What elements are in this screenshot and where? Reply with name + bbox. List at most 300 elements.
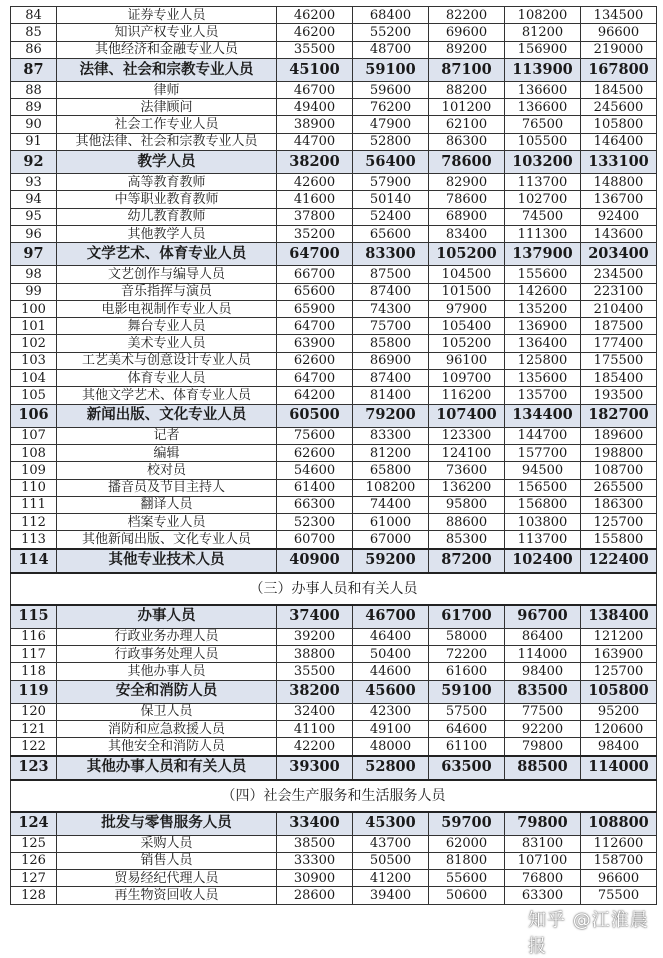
row-number-cell: 120 [11, 703, 57, 720]
table-row [11, 335, 657, 352]
salary-value-cell: 63500 [429, 756, 505, 780]
occupation-name-cell: 知识产权专业人员 [57, 24, 277, 41]
salary-value-cell: 109700 [429, 370, 505, 387]
salary-value-cell: 62100 [429, 116, 505, 133]
occupation-name-cell: 批发与零售服务人员 [57, 812, 277, 836]
salary-value-cell: 108200 [505, 7, 581, 24]
salary-value-cell: 157700 [505, 444, 581, 461]
table-row [11, 720, 657, 737]
salary-value-cell: 182700 [581, 404, 657, 427]
occupation-name-cell: 其他专业技术人员 [57, 549, 277, 573]
salary-value-cell: 81200 [505, 24, 581, 41]
salary-value-cell: 113900 [505, 58, 581, 81]
row-number-cell: 114 [11, 549, 57, 573]
occupation-name-cell: 其他办事人员和有关人员 [57, 756, 277, 780]
occupation-name-cell: 采购人员 [57, 835, 277, 852]
salary-value-cell: 105800 [581, 680, 657, 703]
salary-value-cell: 94500 [505, 462, 581, 479]
salary-value-cell: 234500 [581, 266, 657, 283]
salary-value-cell: 88500 [505, 756, 581, 780]
salary-table-body [11, 7, 657, 905]
row-number-cell: 119 [11, 680, 57, 703]
salary-value-cell: 44700 [277, 133, 353, 150]
occupation-name-cell: 幼儿教育教师 [57, 208, 277, 225]
row-number-cell: 91 [11, 133, 57, 150]
salary-value-cell: 105800 [581, 116, 657, 133]
table-row [11, 99, 657, 116]
salary-value-cell: 35200 [277, 225, 353, 242]
occupation-name-cell: 新闻出版、文化专业人员 [57, 404, 277, 427]
salary-value-cell: 69600 [429, 24, 505, 41]
salary-value-cell: 136400 [505, 335, 581, 352]
row-number-cell: 109 [11, 462, 57, 479]
salary-value-cell: 33400 [277, 812, 353, 836]
salary-value-cell: 103200 [505, 151, 581, 174]
row-number-cell: 90 [11, 116, 57, 133]
table-row [11, 427, 657, 444]
table-row [11, 225, 657, 242]
salary-value-cell: 146400 [581, 133, 657, 150]
salary-value-cell: 60700 [277, 531, 353, 549]
salary-value-cell: 46400 [353, 628, 429, 645]
salary-value-cell: 82900 [429, 174, 505, 191]
salary-value-cell: 105500 [505, 133, 581, 150]
salary-value-cell: 50140 [353, 191, 429, 208]
salary-value-cell: 105200 [429, 243, 505, 266]
salary-value-cell: 82200 [429, 7, 505, 24]
table-row [11, 887, 657, 904]
occupation-name-cell: 行政事务处理人员 [57, 646, 277, 663]
salary-value-cell: 89200 [429, 41, 505, 58]
salary-value-cell: 87400 [353, 283, 429, 300]
salary-value-cell: 210400 [581, 300, 657, 317]
occupation-name-cell: 安全和消防人员 [57, 680, 277, 703]
salary-value-cell: 108700 [581, 462, 657, 479]
row-number-cell: 112 [11, 514, 57, 531]
category-row [11, 680, 657, 703]
occupation-name-cell: 其他经济和金融专业人员 [57, 41, 277, 58]
salary-value-cell: 59600 [353, 81, 429, 98]
salary-value-cell: 113700 [505, 174, 581, 191]
salary-value-cell: 79800 [505, 812, 581, 836]
salary-value-cell: 38200 [277, 680, 353, 703]
row-number-cell: 95 [11, 208, 57, 225]
occupation-name-cell: 律师 [57, 81, 277, 98]
table-row [11, 531, 657, 549]
row-number-cell: 113 [11, 531, 57, 549]
occupation-name-cell: 贸易经纪代理人员 [57, 870, 277, 887]
row-number-cell: 102 [11, 335, 57, 352]
occupation-name-cell: 办事人员 [57, 605, 277, 629]
salary-value-cell: 92200 [505, 720, 581, 737]
salary-value-cell: 203400 [581, 243, 657, 266]
salary-value-cell: 63900 [277, 335, 353, 352]
salary-value-cell: 97900 [429, 300, 505, 317]
salary-value-cell: 42300 [353, 703, 429, 720]
category-row [11, 151, 657, 174]
salary-value-cell: 125700 [581, 514, 657, 531]
category-row [11, 243, 657, 266]
row-number-cell: 122 [11, 738, 57, 756]
salary-value-cell: 72200 [429, 646, 505, 663]
salary-value-cell: 65600 [277, 283, 353, 300]
row-number-cell: 103 [11, 352, 57, 369]
salary-value-cell: 76200 [353, 99, 429, 116]
table-row [11, 387, 657, 404]
salary-value-cell: 114000 [581, 756, 657, 780]
table-row [11, 462, 657, 479]
salary-value-cell: 30900 [277, 870, 353, 887]
occupation-name-cell: 保卫人员 [57, 703, 277, 720]
row-number-cell: 126 [11, 852, 57, 869]
salary-value-cell: 47900 [353, 116, 429, 133]
row-number-cell: 104 [11, 370, 57, 387]
salary-value-cell: 45600 [353, 680, 429, 703]
salary-value-cell: 33300 [277, 852, 353, 869]
occupation-name-cell: 档案专业人员 [57, 514, 277, 531]
salary-value-cell: 83500 [505, 680, 581, 703]
occupation-name-cell: 体育专业人员 [57, 370, 277, 387]
salary-value-cell: 135600 [505, 370, 581, 387]
row-number-cell: 118 [11, 663, 57, 680]
salary-value-cell: 88600 [429, 514, 505, 531]
occupation-name-cell: 记者 [57, 427, 277, 444]
salary-value-cell: 223100 [581, 283, 657, 300]
occupation-name-cell: 社会工作专业人员 [57, 116, 277, 133]
occupation-name-cell: 翻译人员 [57, 496, 277, 513]
table-row [11, 24, 657, 41]
salary-value-cell: 57900 [353, 174, 429, 191]
salary-value-cell: 28600 [277, 887, 353, 904]
salary-value-cell: 136200 [429, 479, 505, 496]
salary-value-cell: 148800 [581, 174, 657, 191]
table-row [11, 703, 657, 720]
occupation-name-cell: 编辑 [57, 444, 277, 461]
salary-value-cell: 98400 [581, 738, 657, 756]
table-row [11, 738, 657, 756]
section-header-row [11, 780, 657, 812]
salary-value-cell: 136600 [505, 81, 581, 98]
table-row [11, 835, 657, 852]
salary-value-cell: 121200 [581, 628, 657, 645]
salary-value-cell: 98400 [505, 663, 581, 680]
salary-value-cell: 74300 [353, 300, 429, 317]
salary-value-cell: 107100 [505, 852, 581, 869]
salary-value-cell: 58000 [429, 628, 505, 645]
salary-value-cell: 48700 [353, 41, 429, 58]
salary-value-cell: 104500 [429, 266, 505, 283]
salary-value-cell: 102400 [505, 549, 581, 573]
salary-value-cell: 95800 [429, 496, 505, 513]
row-number-cell: 108 [11, 444, 57, 461]
salary-value-cell: 81800 [429, 852, 505, 869]
salary-value-cell: 86400 [505, 628, 581, 645]
salary-value-cell: 61400 [277, 479, 353, 496]
salary-value-cell: 38200 [277, 151, 353, 174]
salary-value-cell: 125700 [581, 663, 657, 680]
salary-table [10, 6, 657, 905]
table-row [11, 479, 657, 496]
row-number-cell: 84 [11, 7, 57, 24]
row-number-cell: 86 [11, 41, 57, 58]
salary-value-cell: 108200 [353, 479, 429, 496]
table-row [11, 81, 657, 98]
salary-value-cell: 52800 [353, 756, 429, 780]
salary-value-cell: 68400 [353, 7, 429, 24]
salary-value-cell: 39400 [353, 887, 429, 904]
occupation-name-cell: 行政业务办理人员 [57, 628, 277, 645]
salary-value-cell: 38800 [277, 646, 353, 663]
salary-value-cell: 39300 [277, 756, 353, 780]
salary-value-cell: 143600 [581, 225, 657, 242]
salary-value-cell: 35500 [277, 663, 353, 680]
occupation-name-cell: 中等职业教育教师 [57, 191, 277, 208]
salary-value-cell: 74400 [353, 496, 429, 513]
salary-value-cell: 87100 [429, 58, 505, 81]
occupation-name-cell: 其他办事人员 [57, 663, 277, 680]
table-row [11, 444, 657, 461]
salary-value-cell: 68900 [429, 208, 505, 225]
table-row [11, 191, 657, 208]
row-number-cell: 121 [11, 720, 57, 737]
row-number-cell: 125 [11, 835, 57, 852]
occupation-name-cell: 证券专业人员 [57, 7, 277, 24]
occupation-name-cell: 音乐指挥与演员 [57, 283, 277, 300]
row-number-cell: 110 [11, 479, 57, 496]
row-number-cell: 99 [11, 283, 57, 300]
salary-value-cell: 87200 [429, 549, 505, 573]
salary-value-cell: 103800 [505, 514, 581, 531]
table-row [11, 283, 657, 300]
salary-value-cell: 136900 [505, 318, 581, 335]
table-row [11, 266, 657, 283]
category-row [11, 404, 657, 427]
salary-value-cell: 83300 [353, 243, 429, 266]
salary-value-cell: 76800 [505, 870, 581, 887]
occupation-name-cell: 文学艺术、体育专业人员 [57, 243, 277, 266]
salary-value-cell: 45300 [353, 812, 429, 836]
salary-value-cell: 112600 [581, 835, 657, 852]
salary-value-cell: 62000 [429, 835, 505, 852]
salary-value-cell: 41200 [353, 870, 429, 887]
row-number-cell: 107 [11, 427, 57, 444]
salary-value-cell: 52300 [277, 514, 353, 531]
salary-value-cell: 134500 [581, 7, 657, 24]
salary-value-cell: 64200 [277, 387, 353, 404]
salary-value-cell: 75700 [353, 318, 429, 335]
salary-value-cell: 114000 [505, 646, 581, 663]
salary-value-cell: 62600 [277, 352, 353, 369]
occupation-name-cell: 舞台专业人员 [57, 318, 277, 335]
salary-value-cell: 134400 [505, 404, 581, 427]
salary-value-cell: 65600 [353, 225, 429, 242]
salary-value-cell: 135700 [505, 387, 581, 404]
salary-value-cell: 175500 [581, 352, 657, 369]
table-row [11, 116, 657, 133]
salary-value-cell: 87500 [353, 266, 429, 283]
salary-value-cell: 81200 [353, 444, 429, 461]
occupation-name-cell: 其他安全和消防人员 [57, 738, 277, 756]
salary-value-cell: 116200 [429, 387, 505, 404]
occupation-name-cell: 消防和应急救援人员 [57, 720, 277, 737]
salary-value-cell: 245600 [581, 99, 657, 116]
occupation-name-cell: 美术专业人员 [57, 335, 277, 352]
salary-value-cell: 96600 [581, 24, 657, 41]
row-number-cell: 89 [11, 99, 57, 116]
salary-value-cell: 187500 [581, 318, 657, 335]
salary-value-cell: 95200 [581, 703, 657, 720]
section-title: （三）办事人员和有关人员 [11, 573, 657, 605]
table-row [11, 174, 657, 191]
salary-value-cell: 66300 [277, 496, 353, 513]
salary-value-cell: 59200 [353, 549, 429, 573]
salary-value-cell: 219000 [581, 41, 657, 58]
occupation-name-cell: 其他法律、社会和宗教专业人员 [57, 133, 277, 150]
salary-value-cell: 123300 [429, 427, 505, 444]
salary-value-cell: 52800 [353, 133, 429, 150]
salary-value-cell: 105400 [429, 318, 505, 335]
row-number-cell: 117 [11, 646, 57, 663]
salary-value-cell: 50400 [353, 646, 429, 663]
row-number-cell: 116 [11, 628, 57, 645]
salary-value-cell: 138400 [581, 605, 657, 629]
salary-value-cell: 61100 [429, 738, 505, 756]
row-number-cell: 111 [11, 496, 57, 513]
row-number-cell: 123 [11, 756, 57, 780]
salary-value-cell: 49400 [277, 99, 353, 116]
salary-value-cell: 49100 [353, 720, 429, 737]
salary-value-cell: 46200 [277, 7, 353, 24]
salary-value-cell: 101500 [429, 283, 505, 300]
salary-value-cell: 42600 [277, 174, 353, 191]
salary-value-cell: 186300 [581, 496, 657, 513]
salary-value-cell: 156900 [505, 41, 581, 58]
salary-value-cell: 56400 [353, 151, 429, 174]
salary-value-cell: 189600 [581, 427, 657, 444]
table-row [11, 852, 657, 869]
salary-value-cell: 125800 [505, 352, 581, 369]
salary-value-cell: 37400 [277, 605, 353, 629]
salary-value-cell: 163900 [581, 646, 657, 663]
salary-value-cell: 57500 [429, 703, 505, 720]
salary-value-cell: 133100 [581, 151, 657, 174]
salary-value-cell: 142600 [505, 283, 581, 300]
salary-value-cell: 158700 [581, 852, 657, 869]
occupation-name-cell: 文艺创作与编导人员 [57, 266, 277, 283]
salary-value-cell: 137900 [505, 243, 581, 266]
salary-value-cell: 185400 [581, 370, 657, 387]
table-row [11, 133, 657, 150]
occupation-name-cell: 其他教学人员 [57, 225, 277, 242]
salary-value-cell: 37800 [277, 208, 353, 225]
salary-value-cell: 44600 [353, 663, 429, 680]
salary-value-cell: 42200 [277, 738, 353, 756]
row-number-cell: 87 [11, 58, 57, 81]
table-row [11, 663, 657, 680]
salary-value-cell: 66700 [277, 266, 353, 283]
occupation-name-cell: 高等教育教师 [57, 174, 277, 191]
salary-value-cell: 79800 [505, 738, 581, 756]
salary-value-cell: 35500 [277, 41, 353, 58]
salary-value-cell: 48000 [353, 738, 429, 756]
table-row [11, 646, 657, 663]
section-header-row [11, 573, 657, 605]
salary-value-cell: 101200 [429, 99, 505, 116]
salary-value-cell: 79200 [353, 404, 429, 427]
table-row [11, 870, 657, 887]
salary-value-cell: 85300 [429, 531, 505, 549]
salary-value-cell: 87400 [353, 370, 429, 387]
salary-value-cell: 41600 [277, 191, 353, 208]
salary-value-cell: 65900 [277, 300, 353, 317]
salary-value-cell: 83300 [353, 427, 429, 444]
salary-value-cell: 46200 [277, 24, 353, 41]
table-row [11, 318, 657, 335]
salary-value-cell: 105200 [429, 335, 505, 352]
occupation-name-cell: 再生物资回收人员 [57, 887, 277, 904]
salary-value-cell: 86300 [429, 133, 505, 150]
salary-value-cell: 55600 [429, 870, 505, 887]
salary-value-cell: 156500 [505, 479, 581, 496]
salary-value-cell: 124100 [429, 444, 505, 461]
salary-value-cell: 73600 [429, 462, 505, 479]
salary-value-cell: 96100 [429, 352, 505, 369]
salary-value-cell: 46700 [277, 81, 353, 98]
salary-value-cell: 75500 [581, 887, 657, 904]
salary-value-cell: 265500 [581, 479, 657, 496]
occupation-name-cell: 其他新闻出版、文化专业人员 [57, 531, 277, 549]
table-row [11, 514, 657, 531]
salary-table-container [10, 6, 656, 905]
salary-value-cell: 41100 [277, 720, 353, 737]
table-row [11, 496, 657, 513]
table-row [11, 370, 657, 387]
row-number-cell: 100 [11, 300, 57, 317]
salary-value-cell: 64700 [277, 370, 353, 387]
salary-value-cell: 40900 [277, 549, 353, 573]
salary-value-cell: 39200 [277, 628, 353, 645]
salary-value-cell: 102700 [505, 191, 581, 208]
salary-value-cell: 61000 [353, 514, 429, 531]
salary-value-cell: 96600 [581, 870, 657, 887]
salary-value-cell: 45100 [277, 58, 353, 81]
salary-value-cell: 74500 [505, 208, 581, 225]
salary-value-cell: 193500 [581, 387, 657, 404]
category-row [11, 756, 657, 780]
salary-value-cell: 136700 [581, 191, 657, 208]
salary-value-cell: 50500 [353, 852, 429, 869]
category-row [11, 605, 657, 629]
salary-value-cell: 155600 [505, 266, 581, 283]
salary-value-cell: 59700 [429, 812, 505, 836]
salary-value-cell: 38900 [277, 116, 353, 133]
salary-value-cell: 120600 [581, 720, 657, 737]
salary-value-cell: 60500 [277, 404, 353, 427]
salary-value-cell: 83100 [505, 835, 581, 852]
occupation-name-cell: 教学人员 [57, 151, 277, 174]
occupation-name-cell: 其他文学艺术、体育专业人员 [57, 387, 277, 404]
salary-value-cell: 54600 [277, 462, 353, 479]
row-number-cell: 124 [11, 812, 57, 836]
salary-value-cell: 78600 [429, 151, 505, 174]
salary-value-cell: 144700 [505, 427, 581, 444]
salary-value-cell: 43700 [353, 835, 429, 852]
occupation-name-cell: 电影电视制作专业人员 [57, 300, 277, 317]
row-number-cell: 101 [11, 318, 57, 335]
salary-value-cell: 88200 [429, 81, 505, 98]
category-row [11, 812, 657, 836]
occupation-name-cell: 法律、社会和宗教专业人员 [57, 58, 277, 81]
